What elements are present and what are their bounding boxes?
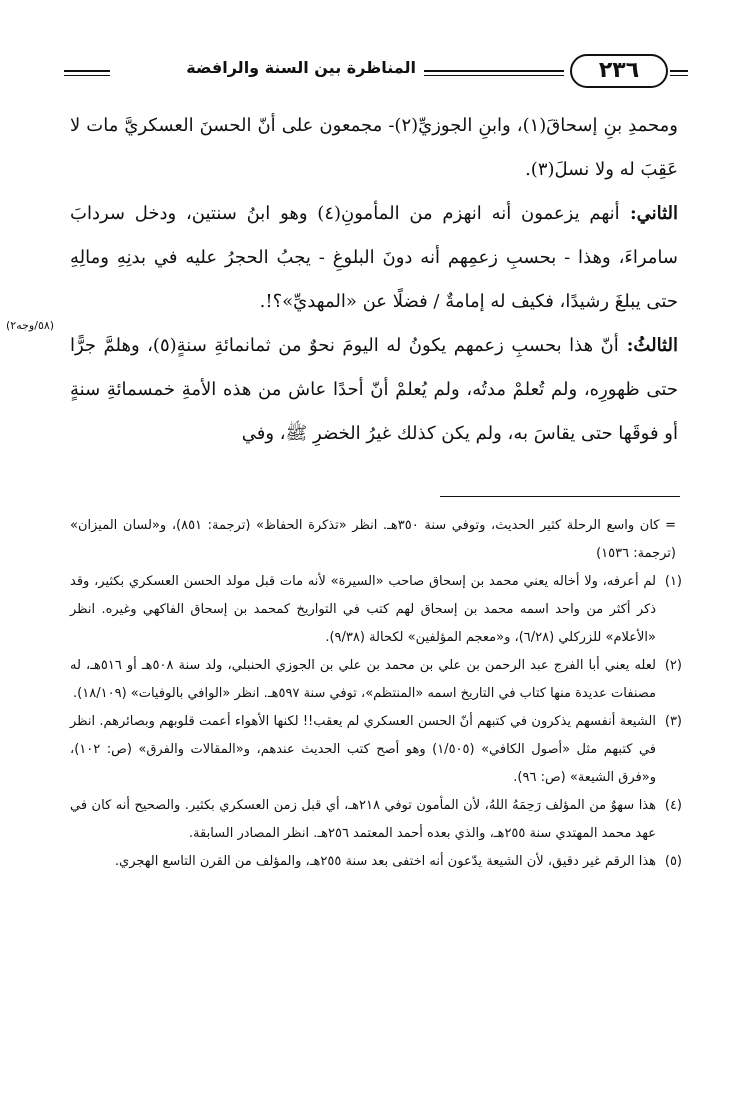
footnote-marker: (٢) xyxy=(664,658,682,673)
footnotes xyxy=(70,512,682,876)
footnote-text: هذا سهوٌ من المؤلف رَحِمَهُ اللهُ، لأن المأمون توفي ٢١٨هـ، أي قبل زمن العسكري بكثير. والصحيح أنه كان في عهد محمد المهتدي سنة ٢٥٥هـ، والذي بعده أحمد المعتمد ٢٥٦هـ. انظر المصادر السابقة. xyxy=(70,798,656,841)
footnote-separator xyxy=(440,496,680,497)
header-rule-left xyxy=(64,70,110,79)
running-title: المناظرة بين السنة والرافضة xyxy=(186,58,416,77)
paragraph-second xyxy=(70,192,678,324)
footnote-text: الشيعة أنفسهم يذكرون في كتبهم أنّ الحسن العسكري لم يعقب!! لكنها الأهواء أعمت قلوبهم وبصائرهم. انظر في كتبهم مثل «أصول الكافي» (١/٥٠٥) وهو أصح كتب الحديث عندهم، و«المقالات والفرق» (ص: ١٠٢)، و«فرق الشيعة» (ص: ٩٦). xyxy=(70,714,656,785)
point-text: أنّ هذا بحسبِ زعمهم يكونُ له اليومَ نحوٌ من ثمانمائةِ سنةٍ(٥)، وهلمَّ جرًّا حتى ظهورِه، ولم تُعلمْ مدتُه، ولم يُعلمْ أنّ أحدًا عاش من هذه الأمةِ خمسمائةِ سنةٍ أو فوقَها حتى يقاسَ به، ولم يكن كذلك غيرُ الخضرِ ﷺ، وفي xyxy=(70,335,678,444)
paragraph-third xyxy=(70,324,678,456)
footnote-item xyxy=(70,568,682,652)
footnote-text: هذا الرقم غير دقيق، لأن الشيعة يدّعون أنه اختفى بعد سنة ٢٥٥هـ، والمؤلف من القرن التاسع الهجري. xyxy=(114,854,656,869)
footnote-text: لم أعرفه، ولا أخاله يعني محمد بن إسحاق صاحب «السيرة» لأنه مات قبل مولد الحسن العسكري بكثير، وقد ذكر أكثر من واحد اسمه محمد بن إسحاق لهم كتب في التواريخ كمحمد بن إسحاق الفاكهي وغيره. انظر «الأعلام» للزركلي (٦/٢٨)، و«معجم المؤلفين» لكحالة (٩/٣٨). xyxy=(70,574,656,645)
manuscript-folio-note: (٥٨/وجه٢) xyxy=(6,319,55,332)
footnote-item xyxy=(70,792,682,848)
footnote-item xyxy=(70,652,682,708)
point-text: أنهم يزعمون أنه انهزم من المأمونِ(٤) وهو ابنُ سنتين، ودخل سردابَ سامراءَ، وهذا - بحسبِ زعمِهم أنه دونَ البلوغِ - يجبُ الحجرُ عليه في بدنِهِ ومالِهِ حتى يبلغَ رشيدًا، فكيف له إمامةٌ / فضلًا عن «المهديِّ»؟!. xyxy=(70,203,678,312)
footnote-marker: (١) xyxy=(664,574,682,589)
footnote-item xyxy=(70,708,682,792)
page-number: ٢٣٦ xyxy=(570,54,668,88)
main-text xyxy=(70,104,678,456)
footnote-marker: (٥) xyxy=(664,854,682,869)
footnote-continuation: = كان واسع الرحلة كثير الحديث، وتوفي سنة ٣٥٠هـ. انظر «تذكرة الحفاظ» (ترجمة: ٨٥١)، و«لسان الميزان» (ترجمة: ١٥٣٦) xyxy=(70,518,676,561)
point-label: الثاني: xyxy=(619,203,678,224)
page-header xyxy=(64,48,688,100)
header-rule-right xyxy=(670,70,688,79)
footnote-marker: (٣) xyxy=(664,714,682,729)
point-label: الثالثُ: xyxy=(618,335,678,356)
paragraph-intro: ومحمدِ بنِ إسحاقَ(١)، وابنِ الجوزيِّ(٢)- مجمعون على أنّ الحسنَ العسكريَّ مات لا عَقِبَ له ولا نسلَ(٣). xyxy=(70,115,678,180)
header-rule-middle xyxy=(424,70,564,79)
footnote-item xyxy=(70,848,682,876)
footnote-marker: (٤) xyxy=(664,798,682,813)
footnote-text: لعله يعني أبا الفرج عبد الرحمن بن علي بن محمد بن علي بن الجوزي الحنبلي، ولد سنة ٥٠٨هـ أو ٥١٦هـ، له مصنفات عديدة منها كتاب في التاريخ اسمه «المنتظم»، توفي سنة ٥٩٧هـ. انظر «الوافي بالوفيات» (١٨/١٠٩). xyxy=(70,658,656,701)
